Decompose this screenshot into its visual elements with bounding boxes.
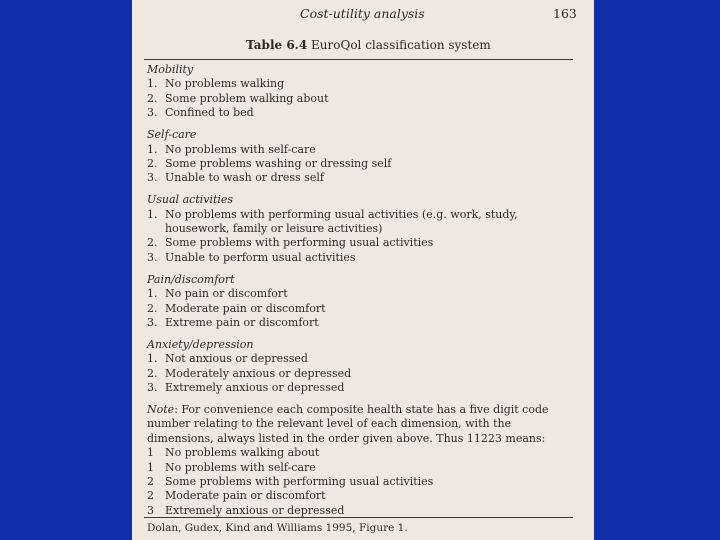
level-text: Extreme pain or discomfort (165, 316, 319, 329)
level-text: Moderate pain or discomfort (165, 301, 326, 315)
level-text: Some problems washing or dressing self (165, 156, 392, 170)
level-item (147, 157, 575, 171)
dimension-section (147, 273, 575, 331)
dimension-section (147, 338, 575, 396)
level-number: 3. (147, 106, 158, 120)
level-text: No problems with performing usual activities (e.g. work, study, housework, family or leisure activities) (165, 207, 518, 236)
table-title: EuroQol classification system (311, 38, 491, 52)
level-text: Unable to wash or dress self (165, 171, 324, 185)
dimension-title: Usual activities (147, 193, 234, 207)
level-text: No pain or discomfort (165, 287, 288, 301)
level-item (147, 106, 575, 120)
table-body (147, 63, 575, 518)
level-number: 3. (147, 316, 158, 329)
level-item (147, 352, 575, 366)
dimension-title: Pain/discomfort (147, 272, 235, 286)
dimension-section (147, 63, 575, 121)
level-number: 1. (147, 77, 158, 91)
note-item (147, 446, 575, 460)
note-item-digit: 1 (147, 460, 154, 474)
note-item-text: Moderate pain or discomfort (165, 489, 326, 503)
dimension-section (147, 128, 575, 186)
level-text: Extremely anxious or depressed (165, 381, 345, 395)
note-item (147, 475, 575, 489)
level-item (147, 381, 575, 395)
level-number: 3. (147, 171, 158, 185)
level-item (147, 208, 575, 237)
level-number: 2. (147, 91, 158, 105)
bottom-rule (144, 517, 573, 518)
dimension-title: Mobility (147, 63, 194, 76)
book-page (132, 0, 594, 540)
dimension-sections (147, 63, 575, 396)
note-item-text: No problems with self-care (165, 460, 316, 474)
level-item (147, 251, 575, 265)
note-example-list (147, 446, 575, 518)
level-item (147, 367, 575, 381)
table-source: Dolan, Gudex, Kind and Williams 1995, Figure 1. (147, 522, 408, 534)
level-number: 3. (147, 250, 158, 264)
level-item (147, 143, 575, 157)
level-item (147, 316, 575, 330)
page-number: 163 (553, 6, 577, 21)
level-number: 1. (147, 142, 158, 156)
level-text: Some problems with performing usual activities (165, 236, 434, 250)
level-number: 2. (147, 156, 158, 170)
level-number: 2. (147, 301, 158, 315)
dimension-title: Self-care (147, 128, 197, 142)
dimension-title: Anxiety/depression (147, 337, 254, 351)
level-number: 1. (147, 287, 158, 301)
note-item-digit: 2 (147, 475, 154, 489)
note-item-digit: 2 (147, 489, 154, 503)
level-item (147, 236, 575, 250)
note-section (147, 403, 575, 518)
note-label: Note (147, 403, 175, 417)
level-number: 1. (147, 207, 158, 221)
dimension-section (147, 193, 575, 265)
level-text: Unable to perform usual activities (165, 250, 356, 264)
level-item (147, 287, 575, 301)
running-header-title: Cost-utility analysis (300, 6, 425, 21)
note-text: : For convenience each composite health state has a five digit code number relating to the relevant level of each dimension, with the dimensions, always listed in the order given above. Thus 11223 means: (147, 403, 549, 445)
note-item-text: Some problems with performing usual activities (165, 475, 434, 489)
note-paragraph (147, 403, 575, 446)
level-item (147, 302, 575, 316)
level-number: 2. (147, 366, 158, 380)
level-text: No problems with self-care (165, 142, 316, 156)
note-item-text: No problems walking about (165, 446, 320, 460)
level-number: 3. (147, 381, 158, 395)
level-item (147, 77, 575, 91)
note-item (147, 489, 575, 503)
table-label: Table 6.4 (246, 38, 308, 52)
level-item (147, 92, 575, 106)
level-text: Moderately anxious or depressed (165, 366, 352, 380)
level-text: No problems walking (165, 77, 285, 91)
note-item-digit: 1 (147, 446, 154, 460)
table-caption (246, 38, 491, 52)
level-text: Not anxious or depressed (165, 352, 308, 366)
level-text: Confined to bed (165, 106, 254, 120)
level-number: 1. (147, 352, 158, 366)
level-number: 2. (147, 236, 158, 250)
note-item (147, 461, 575, 475)
top-rule (144, 59, 573, 60)
note-item-digit: 3 (147, 503, 154, 517)
level-text: Some problem walking about (165, 91, 329, 105)
level-item (147, 171, 575, 185)
note-item-text: Extremely anxious or depressed (165, 503, 345, 517)
